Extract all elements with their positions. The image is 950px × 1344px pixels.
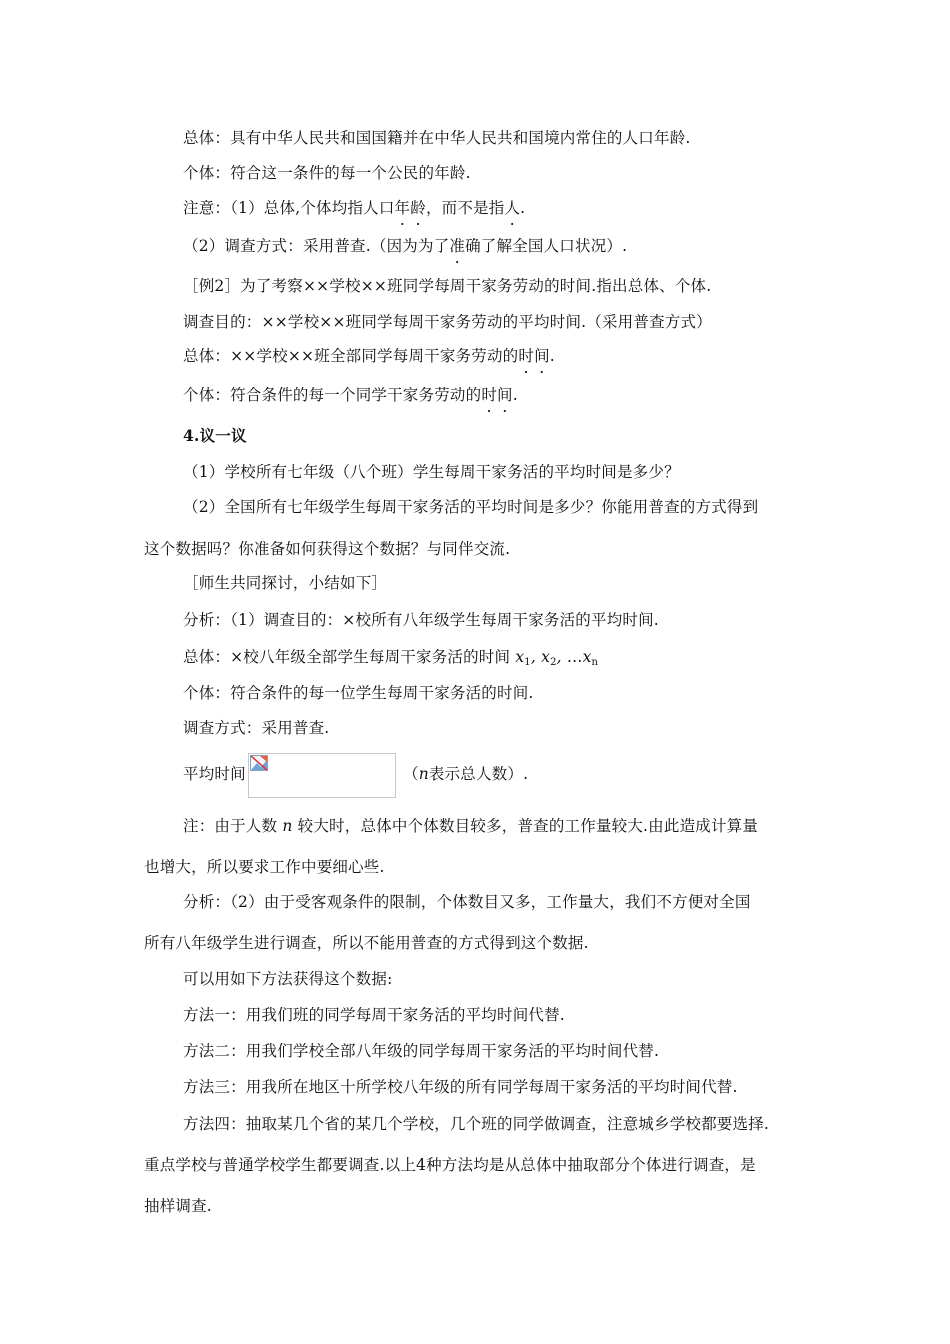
- line-population-definition: 总体：具有中华人民共和国国籍并在中华人民共和国境内常住的人口年龄.: [183, 129, 691, 147]
- line-example-2: ［例2］为了考察××学校××班同学每周干家务劳动的时间.指出总体、个体.: [183, 277, 712, 295]
- line-individual-definition: 个体：符合这一条件的每一个公民的年龄.: [183, 164, 471, 182]
- line-survey-census: 调查方式：采用普查.: [183, 719, 330, 737]
- emphasis-char: 年: [394, 199, 411, 217]
- line-population-time: 总体：×校八年级全部学生每周干家务活的时间 $x_1$, $x_2$, $\dots x_n$: [183, 648, 599, 668]
- section-heading-discuss: 4.议一议: [183, 426, 247, 445]
- broken-image-icon: [250, 755, 268, 771]
- line-analysis-1: 分析：（1）调查目的：×校所有八年级学生每周干家务活的平均时间.: [183, 611, 659, 629]
- emphasis-char: 时: [481, 386, 498, 404]
- emphasis-char: 龄: [410, 199, 426, 217]
- formula-image-placeholder: [248, 753, 396, 798]
- line-analysis-2: 分析：（2）由于受客观条件的限制，个体数目又多，工作量大，我们不方便对全国: [183, 893, 751, 911]
- line-analysis-2-cont: 所有八年级学生进行调查，所以不能用普查的方式得到这个数据.: [144, 934, 589, 952]
- line-method-3: 方法三：用我所在地区十所学校八年级的所有同学每周干家务活的平均时间代替.: [183, 1078, 738, 1096]
- line-average-time-label: 平均时间: [183, 765, 246, 783]
- line-method-1: 方法一：用我们班的同学每周干家务活的平均时间代替.: [183, 1006, 565, 1024]
- emphasis-char: 间: [534, 347, 550, 365]
- line-note-workload-cont: 也增大，所以要求工作中要细心些.: [144, 858, 385, 876]
- line-survey-method: （2）调查方式：采用普查.（因为为了准确了解全国人口状况）.: [183, 237, 628, 255]
- emphasis-char: 人: [504, 199, 521, 217]
- line-sampling-conclusion: 抽样调查.: [144, 1197, 212, 1215]
- line-note: 注意：（1）总体,个体均指人口年龄，而不是指人.: [183, 199, 526, 217]
- line-population-example: 总体：××学校××班全部同学每周干家务劳动的时间.: [183, 347, 555, 365]
- line-note-workload: 注：由于人数 n 较大时，总体中个体数目较多，普查的工作量较大.由此造成计算量: [183, 817, 759, 835]
- emphasis-char: 间: [497, 386, 513, 404]
- line-question-2: （2）全国所有七年级学生每周干家务活的平均时间是多少？你能用普查的方式得到: [183, 498, 759, 516]
- line-survey-purpose: 调查目的：××学校××班同学每周干家务劳动的平均时间.（采用普查方式）: [183, 313, 712, 331]
- line-question-1: （1）学校所有七年级（八个班）学生每周干家务活的平均时间是多少？: [183, 463, 680, 481]
- line-individual-example: 个体：符合条件的每一个同学干家务劳动的时间.: [183, 386, 518, 404]
- line-average-time-note: （n表示总人数）.: [403, 765, 529, 783]
- line-question-2-cont: 这个数据吗？你准备如何获得这个数据？与同伴交流.: [144, 540, 511, 558]
- emphasis-char: 时: [518, 347, 535, 365]
- line-method-4: 方法四：抽取某几个省的某几个学校，几个班的同学做调查，注意城乡学校都要选择.: [183, 1115, 770, 1133]
- math-variable: $x_1$, $x_2$, $\dots x_n$: [515, 648, 599, 668]
- line-method-2: 方法二：用我们学校全部八年级的同学每周干家务活的平均时间代替.: [183, 1042, 660, 1060]
- line-method-4-cont: 重点学校与普通学校学生都要调查.以上4种方法均是从总体中抽取部分个体进行调查，是: [144, 1156, 756, 1174]
- emphasis-char: 准: [449, 237, 466, 255]
- line-methods-intro: 可以用如下方法获得这个数据:: [183, 970, 393, 988]
- line-summary-heading: ［师生共同探讨，小结如下］: [183, 574, 388, 592]
- line-individual-time: 个体：符合条件的每一位学生每周干家务活的时间.: [183, 684, 534, 702]
